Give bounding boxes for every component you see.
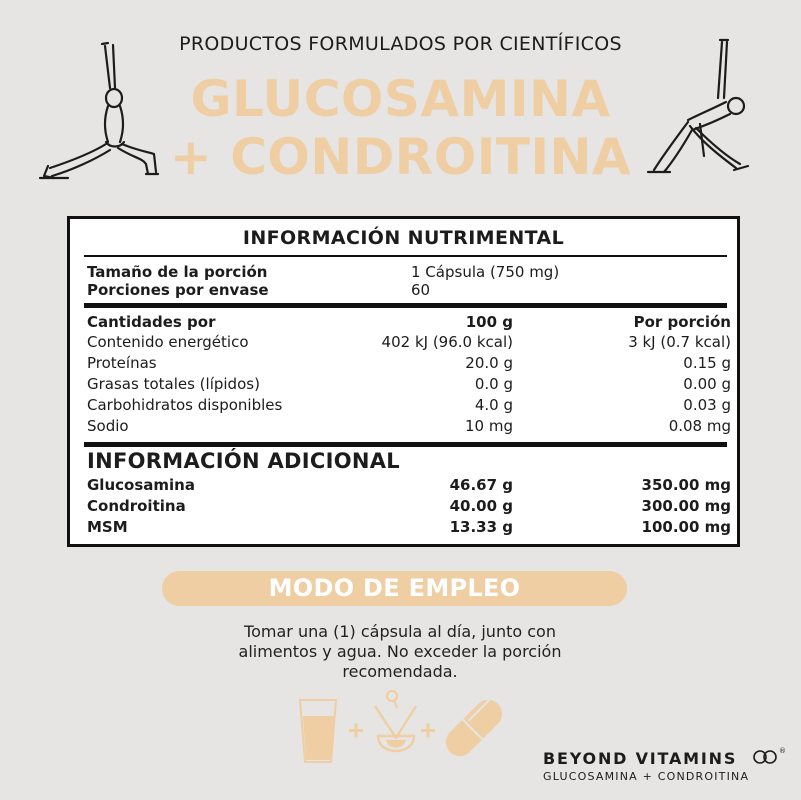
additional-value-100g: 40.00 g	[449, 497, 513, 515]
nutrient-value-portion: 3 kJ (0.7 kcal)	[628, 333, 731, 351]
additional-label: MSM	[87, 518, 128, 536]
nutrient-label: Proteínas	[87, 354, 157, 372]
column-header-label: Cantidades por	[87, 313, 216, 331]
nutrient-value-100g: 4.0 g	[474, 396, 513, 414]
instruction-line: Tomar una (1) cápsula al día, junto con	[244, 622, 556, 641]
additional-label: Condroitina	[87, 497, 186, 515]
nutrient-value-100g: 10 mg	[465, 417, 513, 435]
brand-name: BEYOND VITAMINS	[543, 749, 738, 768]
nutrient-label: Contenido energético	[87, 333, 249, 351]
column-header-100g: 100 g	[465, 313, 513, 331]
nutrient-value-portion: 0.15 g	[683, 354, 731, 372]
plus-icon	[421, 724, 435, 738]
nutrient-label: Sodio	[87, 417, 129, 435]
additional-value-portion: 100.00 mg	[641, 518, 731, 536]
servings-value: 60	[411, 281, 431, 299]
nutrient-label: Carbohidratos disponibles	[87, 396, 283, 414]
nutrient-label: Grasas totales (lípidos)	[87, 375, 260, 393]
additional-value-portion: 300.00 mg	[641, 497, 731, 515]
divider-thick	[84, 303, 727, 308]
registered-mark: ®	[779, 747, 786, 755]
glass-of-water-icon	[300, 700, 336, 762]
nutrient-value-100g: 20.0 g	[465, 354, 513, 372]
tagline: PRODUCTOS FORMULADOS POR CIENTÍFICOS	[179, 33, 622, 55]
usage-instructions	[170, 622, 630, 682]
additional-value-100g: 46.67 g	[449, 476, 513, 494]
usage-title-banner: MODO DE EMPLEO	[162, 571, 627, 606]
product-title-line2: + CONDROITINA	[169, 128, 632, 186]
product-title-line1: GLUCOSAMINA	[190, 70, 611, 128]
nutrition-facts-panel	[67, 216, 740, 547]
column-header-per-portion: Por porción	[633, 313, 731, 331]
divider	[84, 255, 727, 257]
nutrient-value-100g: 0.0 g	[474, 375, 513, 393]
additional-value-100g: 13.33 g	[449, 518, 513, 536]
yoga-lunge-figure-icon	[38, 40, 163, 185]
additional-value-portion: 350.00 mg	[641, 476, 731, 494]
capsule-icon	[440, 694, 506, 762]
nutrient-value-portion: 0.03 g	[683, 396, 731, 414]
divider-thick	[84, 442, 727, 447]
instruction-line: alimentos y agua. No exceder la porción	[238, 642, 562, 661]
panel-title: INFORMACIÓN NUTRIMENTAL	[242, 227, 565, 249]
instruction-line: recomendada.	[342, 662, 458, 681]
nutrient-value-100g: 402 kJ (96.0 kcal)	[381, 333, 513, 351]
brand-subtitle: GLUCOSAMINA + CONDROITINA	[543, 770, 750, 783]
servings-label: Porciones por envase	[87, 281, 269, 299]
serving-size-value: 1 Cápsula (750 mg)	[411, 263, 560, 281]
usage-icons	[296, 686, 506, 766]
infinity-logo-icon	[752, 749, 778, 765]
additional-label: Glucosamina	[87, 476, 195, 494]
nutrient-value-portion: 0.08 mg	[668, 417, 731, 435]
additional-info-title: INFORMACIÓN ADICIONAL	[87, 449, 400, 473]
serving-size-label: Tamaño de la porción	[87, 263, 268, 281]
plus-icon	[349, 724, 363, 738]
nutrient-value-portion: 0.00 g	[683, 375, 731, 393]
food-bowl-icon	[375, 691, 416, 751]
yoga-triangle-figure-icon	[640, 38, 755, 178]
